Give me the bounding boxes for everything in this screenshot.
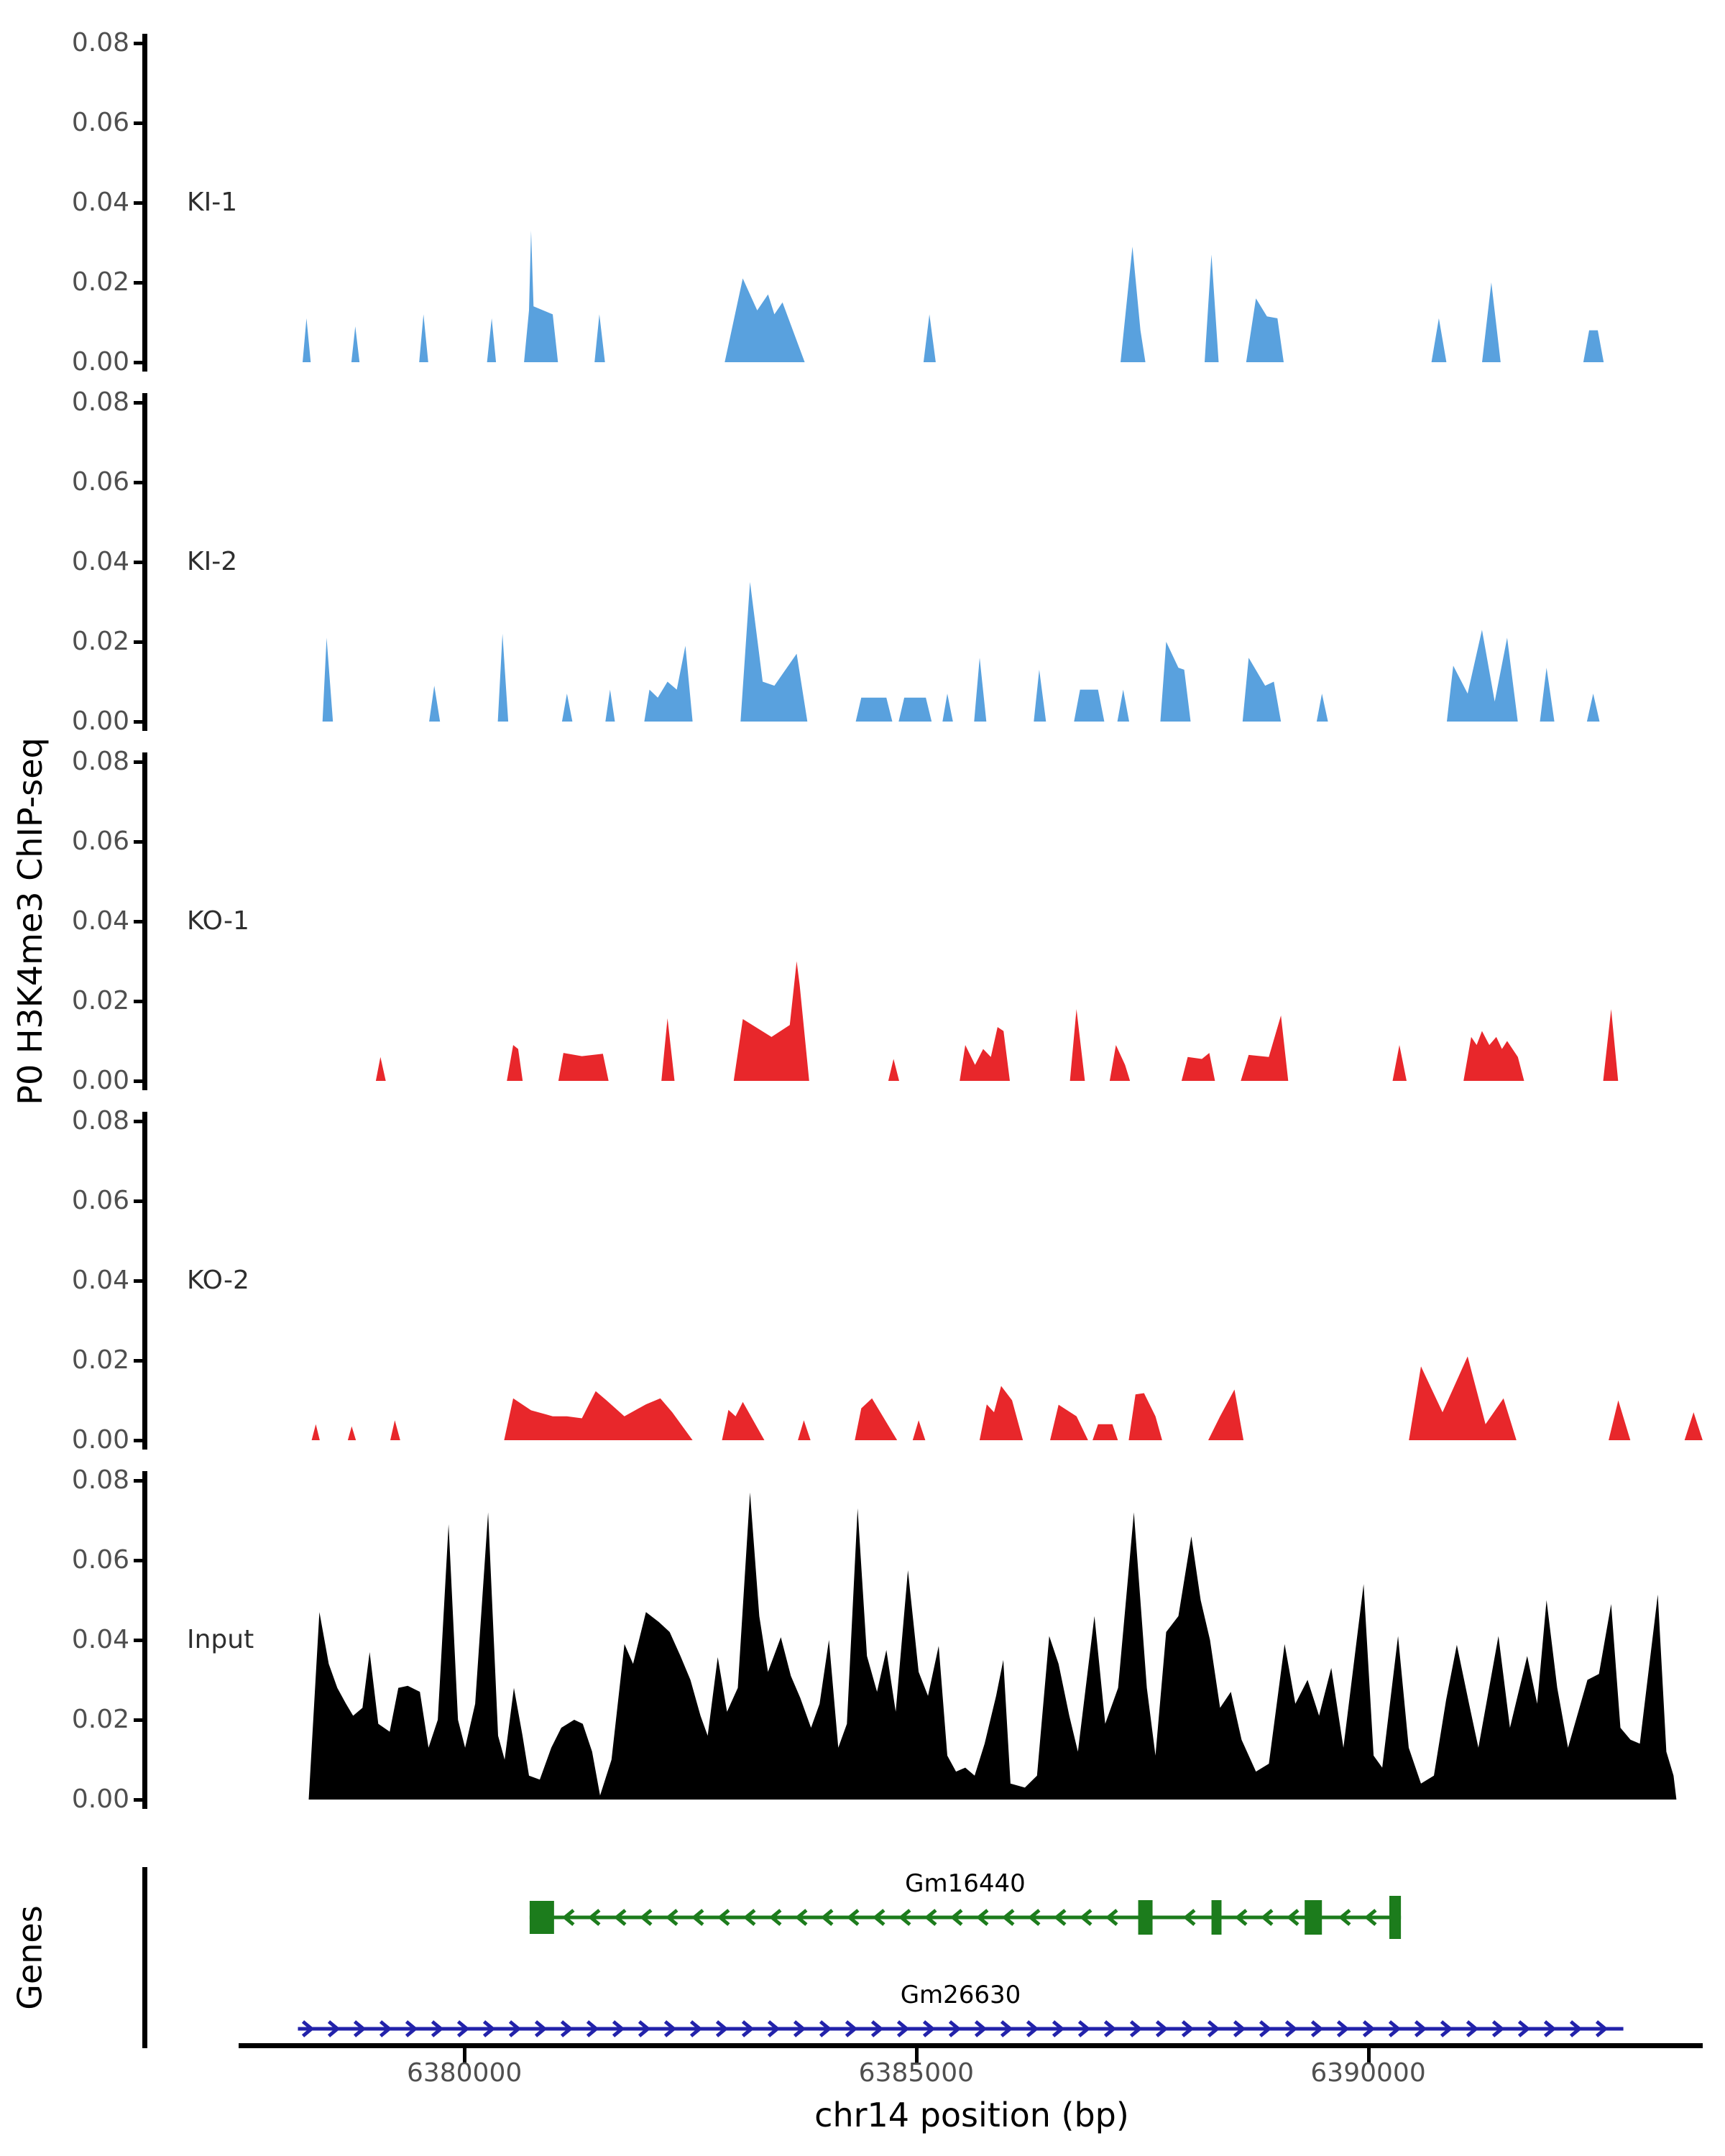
- y-tick-label: 0.04: [71, 1266, 129, 1295]
- track-label-ki-1: KI-1: [187, 188, 238, 217]
- y-tick: [134, 1559, 144, 1562]
- gene-label-gm16440: Gm16440: [905, 1869, 1026, 1898]
- y-tick: [134, 1639, 144, 1642]
- gene-exon-gm16440: [1138, 1900, 1153, 1935]
- y-tick: [134, 281, 144, 285]
- y-tick-label: 0.06: [71, 467, 129, 497]
- y-tick: [134, 1120, 144, 1123]
- y-tick-label: 0.00: [71, 1066, 129, 1095]
- y-tick-label: 0.00: [71, 706, 129, 736]
- gene-exon-gm16440: [1212, 1900, 1222, 1935]
- track-area-path-ko-1: [376, 962, 1618, 1082]
- y-tick-label: 0.08: [71, 28, 129, 57]
- y-tick: [134, 640, 144, 644]
- y-tick: [134, 1439, 144, 1442]
- x-tick-label: 6390000: [1310, 2058, 1426, 2088]
- y-tick: [134, 401, 144, 405]
- track-area-path-ki-1: [303, 231, 1604, 362]
- y-tick: [134, 1079, 144, 1083]
- track-area-path-ko-2: [312, 1356, 1703, 1440]
- x-axis-title: chr14 position (bp): [814, 2096, 1129, 2134]
- y-tick-label: 0.02: [71, 267, 129, 297]
- track-area-path-ki-2: [323, 582, 1600, 722]
- y-tick-label: 0.06: [71, 108, 129, 137]
- gene-label-gm26630: Gm26630: [900, 1981, 1021, 2009]
- y-tick: [134, 1000, 144, 1003]
- gene-exon-gm16440: [530, 1901, 554, 1934]
- track-area-input: [148, 1480, 1721, 1800]
- y-tick: [134, 1718, 144, 1722]
- track-area-ki-2: [148, 402, 1721, 722]
- track-area-ko-1: [148, 762, 1721, 1081]
- y-tick: [134, 720, 144, 724]
- y-tick: [134, 1798, 144, 1802]
- y-tick-label: 0.08: [71, 747, 129, 776]
- y-tick-label: 0.08: [71, 387, 129, 417]
- track-label-ki-2: KI-2: [187, 547, 238, 576]
- y-tick-label: 0.04: [71, 188, 129, 217]
- track-area-ki-1: [148, 43, 1721, 362]
- y-tick-label: 0.02: [71, 1345, 129, 1375]
- y-tick: [134, 840, 144, 844]
- x-axis-line: [239, 2043, 1703, 2048]
- y-tick-label: 0.06: [71, 1186, 129, 1215]
- gene-exon-gm16440: [1305, 1900, 1322, 1935]
- y-tick: [134, 920, 144, 923]
- track-area-ko-2: [148, 1121, 1721, 1440]
- gene-exon-gm16440: [1389, 1896, 1401, 1939]
- x-tick-label: 6385000: [858, 2058, 975, 2088]
- genes-panel-label-text: Genes: [11, 1905, 50, 2010]
- y-tick-label: 0.00: [71, 347, 129, 377]
- track-label-ko-1: KO-1: [187, 906, 249, 936]
- x-tick-label: 6380000: [406, 2058, 523, 2088]
- y-tick: [134, 760, 144, 764]
- y-tick-label: 0.08: [71, 1106, 129, 1135]
- y-tick: [134, 201, 144, 205]
- y-tick-label: 0.00: [71, 1425, 129, 1455]
- y-tick: [134, 1279, 144, 1283]
- y-tick: [134, 1359, 144, 1363]
- track-label-input: Input: [187, 1625, 254, 1654]
- y-axis-label-text: P0 H3K4me3 ChIP-seq: [11, 737, 50, 1105]
- y-tick: [134, 561, 144, 564]
- y-tick-label: 0.00: [71, 1784, 129, 1814]
- y-tick-label: 0.06: [71, 1545, 129, 1575]
- y-tick-label: 0.02: [71, 986, 129, 1015]
- y-tick-label: 0.04: [71, 1625, 129, 1654]
- genes-axis-line: [142, 1867, 147, 2048]
- track-area-path-input: [309, 1493, 1677, 1800]
- y-tick-label: 0.04: [71, 547, 129, 576]
- track-label-ko-2: KO-2: [187, 1266, 249, 1295]
- y-tick: [134, 361, 144, 364]
- y-tick-label: 0.08: [71, 1465, 129, 1495]
- y-tick-label: 0.06: [71, 826, 129, 856]
- y-tick: [134, 121, 144, 125]
- y-tick: [134, 481, 144, 484]
- y-tick: [134, 42, 144, 45]
- y-tick: [134, 1199, 144, 1203]
- y-tick: [134, 1479, 144, 1483]
- y-tick-label: 0.04: [71, 906, 129, 936]
- y-tick-label: 0.02: [71, 1705, 129, 1734]
- y-tick-label: 0.02: [71, 627, 129, 656]
